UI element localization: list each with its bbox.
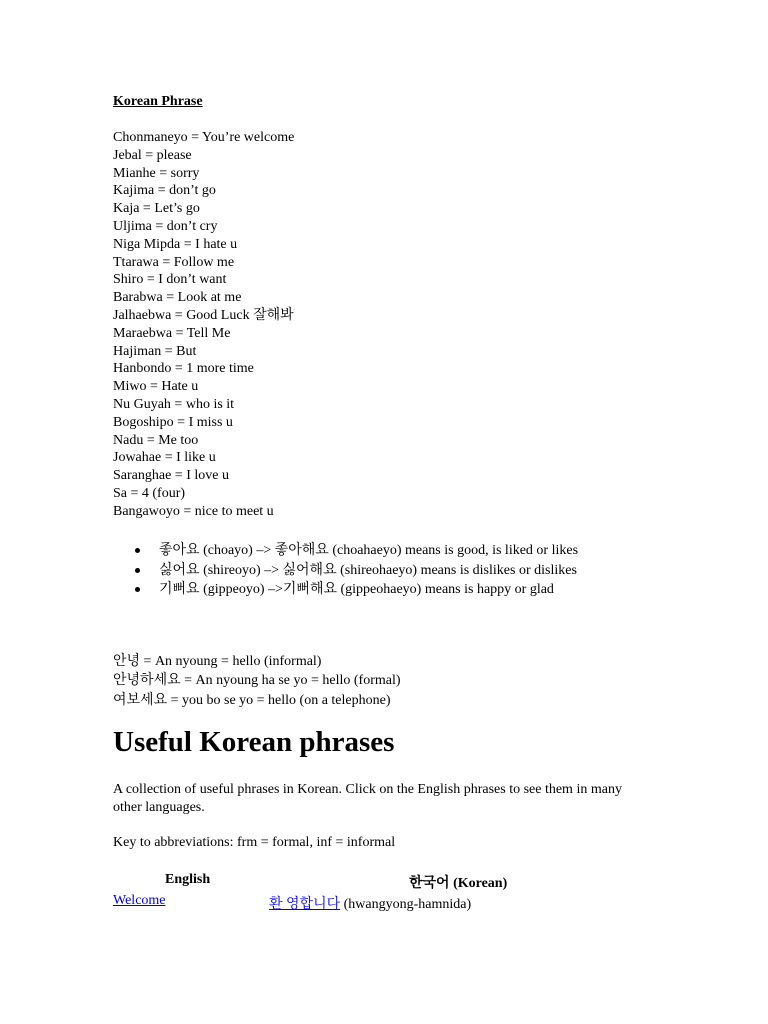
phrase-line: Jebal = please [113, 147, 192, 163]
bullet-item [113, 580, 578, 600]
phrase-line: Saranghae = I love u [113, 468, 229, 484]
bullet-dot-icon [135, 568, 140, 573]
verb-bullet-list [113, 541, 578, 600]
phrase-line: Barabwa = Look at me [113, 290, 242, 306]
bullet-dot-icon [135, 548, 140, 553]
phrase-line: Jalhaebwa = Good Luck 잘해봐 [113, 307, 294, 323]
korean-phrase-link[interactable]: 환 영합니다 [269, 897, 341, 912]
phrase-line: Shiro = I don’t want [113, 272, 227, 288]
greeting-line: 안녕 = An nyoung = hello (informal) [113, 654, 322, 669]
english-phrase-link[interactable]: Welcome [113, 893, 166, 908]
phrase-line: Jowahae = I like u [113, 450, 216, 466]
table-cell-korean [269, 893, 471, 913]
phrase-line: Hanbondo = 1 more time [113, 361, 254, 377]
bullet-dot-icon [135, 587, 140, 592]
greeting-line: 여보세요 = you bo se yo = hello (on a telephone) [113, 692, 391, 708]
phrase-line: Miwo = Hate u [113, 379, 199, 395]
phrase-line: Chonmaneyo = You’re welcome [113, 130, 295, 145]
table-header-english: English [165, 872, 211, 887]
bullet-item [113, 561, 578, 581]
phrase-list [113, 129, 294, 521]
phrase-line: Nadu = Me too [113, 432, 199, 448]
phrase-line: Bangawoyo = nice to meet u [113, 503, 274, 519]
phrase-line: Kajima = don’t go [113, 183, 216, 199]
phrase-line: Sa = 4 (four) [113, 485, 186, 501]
phrase-line: Mianhe = sorry [113, 165, 200, 181]
page-title: Useful Korean phrases [113, 726, 395, 758]
phrase-line: Uljima = don’t cry [113, 218, 218, 234]
intro-paragraph: A collection of useful phrases in Korean. Click on the English phrases to see them in many other languages. [113, 782, 622, 815]
section-heading: Korean Phrase [113, 94, 203, 109]
phrase-line: Nu Guyah = who is it [113, 396, 235, 412]
phrase-line: Ttarawa = Follow me [113, 254, 235, 270]
phrase-line: Bogoshipo = I miss u [113, 414, 233, 430]
phrase-line: Maraebwa = Tell Me [113, 325, 231, 341]
phrase-line: Hajiman = But [113, 343, 197, 359]
greeting-line: 안녕하세요 = An nyoung ha se yo = hello (formal) [113, 673, 401, 689]
phrase-line: Niga Mipda = I hate u [113, 236, 238, 252]
bullet-text: 기뻐요 (gippeoyo) –>기뻐해요 (gippeohaeyo) means is happy or glad [159, 582, 554, 597]
bullet-item [113, 541, 578, 561]
bullet-text: 싫어요 (shireoyo) –> 싫어해요 (shireohaeyo) means is dislikes or dislikes [159, 562, 577, 578]
bullet-text: 좋아요 (choayo) –> 좋아해요 (choahaeyo) means is good, is liked or likes [159, 543, 579, 558]
table-header-korean: 한국어 (Korean) [409, 876, 508, 891]
phrase-line: Kaja = Let’s go [113, 201, 200, 217]
romanization-text: (hwangyong-hamnida) [343, 897, 472, 912]
greeting-list [113, 652, 401, 710]
abbreviation-key: Key to abbreviations: frm = formal, inf = informal [113, 835, 396, 850]
